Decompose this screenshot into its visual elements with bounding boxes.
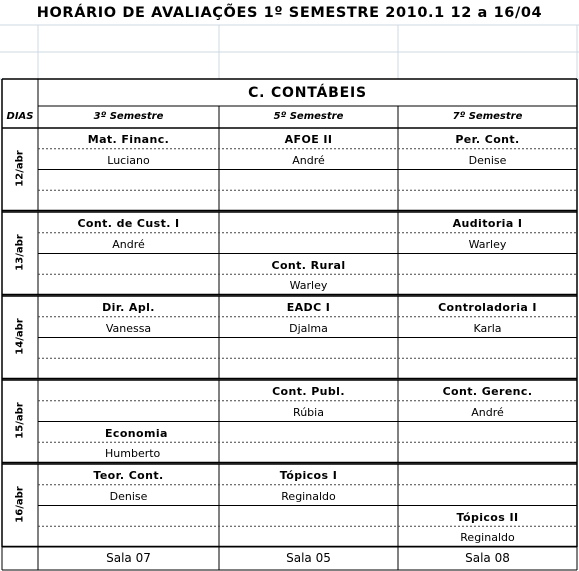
teacher-name: Luciano: [107, 153, 150, 167]
teacher-name: André: [112, 237, 145, 251]
subject-name: Teor. Cont.: [93, 469, 164, 482]
teacher-name: André: [471, 405, 504, 419]
teacher-name: Rúbia: [293, 405, 324, 419]
subject-name: Auditoria I: [452, 217, 523, 230]
teacher-name: Djalma: [289, 321, 328, 335]
subject-name: Cont. de Cust. I: [77, 217, 180, 230]
day-label: 15/abr: [14, 402, 26, 439]
day-label: 12/abr: [14, 150, 26, 187]
subject-name: AFOE II: [284, 133, 333, 146]
teacher-name: Denise: [468, 153, 507, 167]
teacher-name: Karla: [473, 321, 502, 335]
room-label: Sala 08: [465, 551, 510, 565]
teacher-name: Reginaldo: [460, 531, 515, 545]
room-label: Sala 07: [106, 551, 151, 565]
day-label: 14/abr: [14, 318, 26, 355]
semester-header: 5º Semestre: [273, 111, 344, 122]
teacher-name: Warley: [468, 237, 507, 251]
page-title: HORÁRIO DE AVALIAÇÕES 1º SEMESTRE 2010.1 12 a 16/04: [36, 5, 543, 21]
subject-name: Dir. Apl.: [102, 301, 155, 314]
semester-header: 7º Semestre: [452, 111, 523, 122]
subject-name: Economia: [105, 426, 168, 440]
subject-name: Per. Cont.: [455, 133, 520, 146]
subject-name: Mat. Financ.: [87, 133, 170, 146]
subject-name: Cont. Gerenc.: [442, 385, 533, 398]
teacher-name: Warley: [289, 279, 328, 293]
teacher-name: Vanessa: [105, 321, 152, 335]
teacher-name: Reginaldo: [281, 489, 336, 503]
teacher-name: Denise: [109, 489, 148, 503]
subject-name: Controladoria I: [438, 301, 537, 314]
dias-label: DIAS: [6, 111, 34, 122]
subject-name: Cont. Publ.: [272, 385, 345, 398]
subject-name: EADC I: [286, 301, 331, 314]
room-label: Sala 05: [286, 551, 331, 565]
course-name: C. CONTÁBEIS: [248, 85, 367, 101]
day-label: 13/abr: [14, 234, 26, 271]
day-label: 16/abr: [14, 486, 26, 523]
subject-name: Tópicos II: [456, 510, 519, 524]
subject-name: Tópicos I: [279, 469, 338, 482]
semester-header: 3º Semestre: [93, 111, 164, 122]
subject-name: Cont. Rural: [271, 258, 346, 272]
teacher-name: Humberto: [105, 447, 161, 461]
teacher-name: André: [292, 153, 325, 167]
